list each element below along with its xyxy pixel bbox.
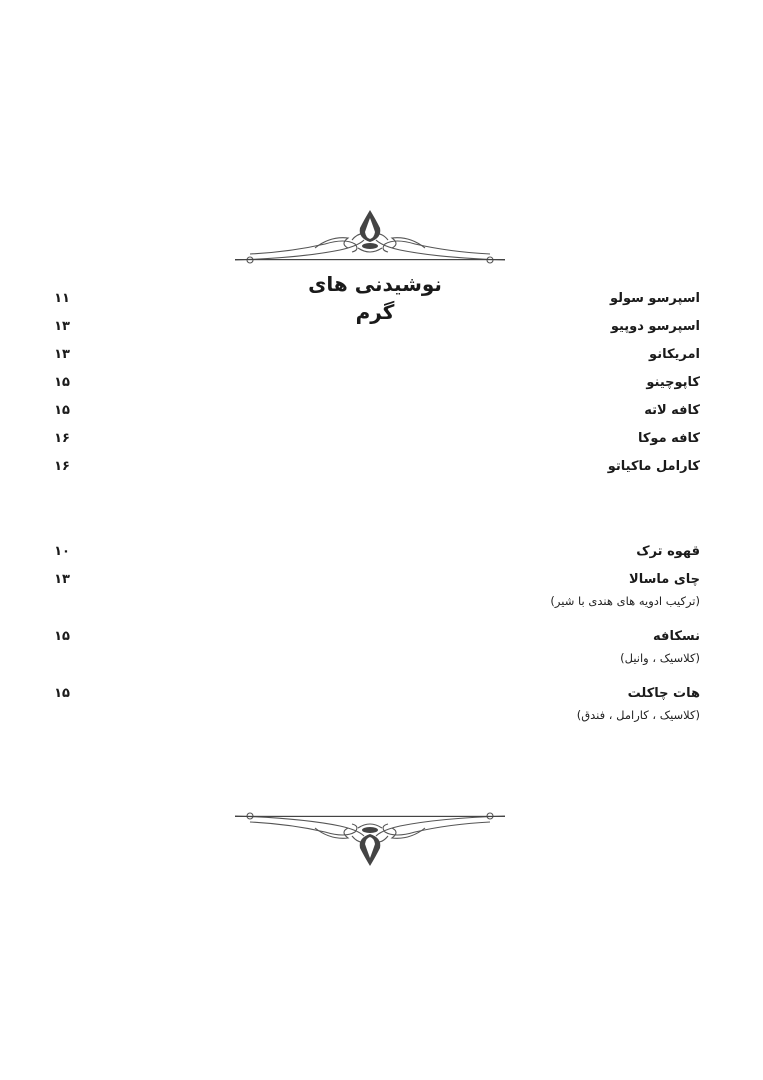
- list-item: [50, 347, 700, 369]
- item-description: (کلاسیک ، وانیل): [620, 651, 700, 665]
- item-price: ۱۵: [54, 375, 70, 390]
- list-item: [50, 544, 700, 566]
- item-description: (ترکیب ادویه های هندی با شیر): [550, 594, 700, 608]
- item-name: چای ماسالا: [629, 572, 700, 587]
- item-name: امریکانو: [649, 347, 700, 362]
- item-price: ۱۳: [54, 319, 70, 334]
- list-item: [50, 291, 700, 313]
- list-item: [50, 686, 700, 722]
- item-price: ۱۵: [54, 629, 70, 644]
- item-price: ۱۳: [54, 347, 70, 362]
- item-name: قهوه ترک: [636, 544, 700, 559]
- item-name: کافه موکا: [637, 431, 700, 446]
- list-item: [50, 431, 700, 453]
- list-item: [50, 572, 700, 608]
- list-item: [50, 403, 700, 425]
- ornament-bottom: [230, 808, 510, 868]
- item-price: ۱۰: [54, 544, 70, 559]
- item-price: ۱۳: [54, 572, 70, 587]
- item-price: ۱۶: [54, 459, 70, 474]
- item-price: ۱۱: [54, 291, 70, 306]
- item-description: (کلاسیک ، کارامل ، فندق): [576, 708, 700, 722]
- item-name: کافه لاته: [644, 403, 700, 418]
- ornament-flourish-icon: [230, 208, 510, 268]
- item-name: نسکافه: [653, 629, 700, 644]
- ornament-flourish-icon: [230, 808, 510, 868]
- list-item: [50, 629, 700, 665]
- list-item: [50, 375, 700, 397]
- item-price: ۱۶: [54, 431, 70, 446]
- item-price: ۱۵: [54, 403, 70, 418]
- list-item: [50, 459, 700, 481]
- item-name: هات چاکلت: [627, 686, 700, 701]
- page-title: نوشیدنی های گرم: [300, 270, 450, 326]
- list-item: [50, 319, 700, 341]
- ornament-top: [230, 208, 510, 268]
- item-name: اسپرسو سولو: [609, 291, 700, 306]
- item-price: ۱۵: [54, 686, 70, 701]
- item-name: اسپرسو دوپیو: [610, 319, 700, 334]
- item-name: کارامل ماکیاتو: [607, 459, 700, 474]
- item-name: کاپوچینو: [646, 375, 700, 390]
